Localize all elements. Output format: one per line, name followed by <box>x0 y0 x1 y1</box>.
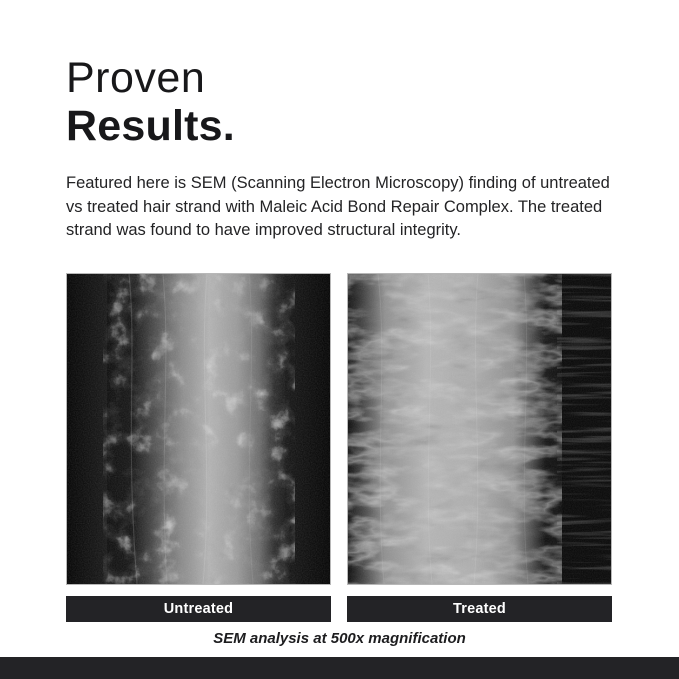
caption-untreated: Untreated <box>66 596 331 622</box>
header-block <box>66 56 612 259</box>
panel-untreated <box>66 273 331 622</box>
sem-untreated-hair-strand <box>66 273 331 585</box>
sem-treated-hair-strand <box>347 273 612 585</box>
caption-treated: Treated <box>347 596 612 622</box>
bottom-bar <box>0 657 679 679</box>
panel-treated <box>347 273 612 622</box>
comparison-panels <box>66 273 612 622</box>
description-text: Featured here is SEM (Scanning Electron Microscopy) finding of untreated vs treated hair strand with Maleic Acid Bond Repair Complex. The treated strand was found to have improved structural integrity. <box>66 174 610 240</box>
page-title-line2: Results. <box>66 102 235 151</box>
footnote-text: SEM analysis at 500x magnification <box>213 630 466 647</box>
page-title-line1: Proven <box>66 54 206 102</box>
